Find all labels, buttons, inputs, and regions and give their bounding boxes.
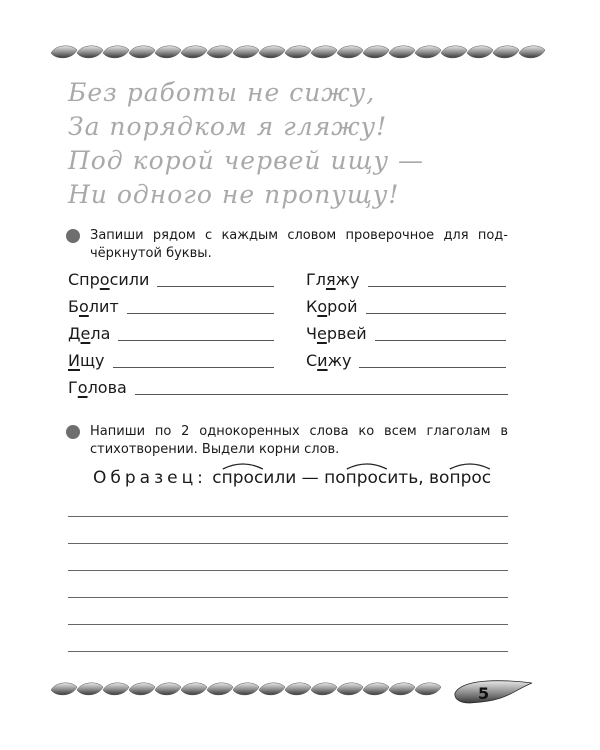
word-row: [306, 269, 506, 289]
underlined-letter: о: [99, 270, 110, 289]
word-row: [68, 296, 274, 316]
border-petal-icon: [311, 46, 337, 58]
word-row: [306, 323, 506, 343]
border-petal-icon: [207, 46, 233, 58]
poem-line: Без работы не сижу,: [68, 78, 376, 107]
border-petal-icon: [415, 683, 441, 695]
word: Ищу: [68, 351, 105, 370]
writing-line[interactable]: [68, 651, 508, 652]
task1-instruction: [68, 227, 508, 263]
writing-line[interactable]: [68, 624, 508, 625]
underlined-letter: о: [77, 378, 88, 397]
word-row: [306, 350, 506, 370]
border-petal-icon: [493, 46, 519, 58]
answer-line[interactable]: [157, 286, 274, 287]
border-petal-icon: [441, 46, 467, 58]
border-petal-icon: [181, 46, 207, 58]
border-petal-icon: [103, 46, 129, 58]
bullet-icon: [66, 229, 80, 243]
border-petal-icon: [259, 46, 285, 58]
underlined-letter: И: [68, 351, 80, 370]
task2-text: Напиши по 2 однокоренных слова ко всем глаголам в стихотворении. Выдели корни слов.: [90, 424, 508, 457]
underlined-letter: я: [325, 270, 336, 289]
border-petal-icon: [233, 683, 259, 695]
answer-line[interactable]: [118, 340, 274, 341]
sample-word: с просили: [212, 468, 296, 488]
page-number: 5: [478, 684, 490, 703]
answer-line[interactable]: [113, 367, 274, 368]
underlined-letter: е: [80, 324, 91, 343]
word: Червей: [306, 324, 367, 343]
top-border-ornament: [0, 38, 600, 68]
poem-line: Ни одного не пропущу!: [68, 180, 400, 209]
writing-line[interactable]: [68, 543, 508, 544]
root-arc-mark: прос: [222, 468, 264, 488]
bottom-border-ornament: [0, 675, 600, 705]
poem: [68, 76, 538, 212]
underlined-letter: е: [316, 324, 327, 343]
poem-line: За порядком я гляжу!: [68, 112, 388, 141]
border-petal-icon: [233, 46, 259, 58]
word-row: [306, 296, 506, 316]
sample-dash: —: [301, 468, 319, 488]
task1-text: Запиши рядом с каждым словом проверочное для подчёркнутой буквы.: [90, 228, 508, 261]
writing-line[interactable]: [68, 570, 508, 571]
border-petal-icon: [77, 46, 103, 58]
border-petal-icon: [181, 683, 207, 695]
border-petal-icon: [155, 46, 181, 58]
underlined-letter: о: [317, 297, 328, 316]
underlined-letter: о: [78, 297, 89, 316]
border-petal-icon: [467, 46, 493, 58]
word: Корой: [306, 297, 358, 316]
underlined-letter: и: [317, 351, 328, 370]
border-petal-icon: [389, 683, 415, 695]
border-petal-icon: [77, 683, 103, 695]
border-petal-icon: [285, 46, 311, 58]
answer-line[interactable]: [359, 367, 506, 368]
word-row: [68, 377, 508, 397]
word-row: [68, 269, 274, 289]
task2-instruction: [68, 423, 508, 459]
border-petal-icon: [51, 46, 77, 58]
root-arc-mark: прос: [449, 468, 491, 488]
sample-word: по просить,: [324, 468, 424, 488]
border-petal-icon: [285, 683, 311, 695]
border-petal-icon: [519, 46, 545, 58]
root-arc-mark: прос: [346, 468, 388, 488]
border-petal-icon: [155, 683, 181, 695]
bullet-icon: [66, 425, 80, 439]
border-petal-icon: [311, 683, 337, 695]
word: Спросили: [68, 270, 150, 289]
sample-word: во прос: [429, 468, 491, 488]
border-petal-icon: [129, 46, 155, 58]
answer-line[interactable]: [135, 394, 508, 395]
border-petal-icon: [337, 46, 363, 58]
border-petal-icon: [259, 683, 285, 695]
answer-line[interactable]: [127, 313, 274, 314]
border-petal-icon: [207, 683, 233, 695]
border-petal-icon: [51, 683, 77, 695]
word: Сижу: [306, 351, 352, 370]
word-row: [68, 350, 274, 370]
border-petal-icon: [103, 683, 129, 695]
word: Гляжу: [306, 270, 360, 289]
sample-label: Образец:: [93, 468, 207, 488]
answer-line[interactable]: [375, 340, 506, 341]
word-row: [68, 323, 274, 343]
border-petal-icon: [415, 46, 441, 58]
answer-line[interactable]: [366, 313, 507, 314]
page-corner-leaf-icon: [455, 681, 532, 703]
border-petal-icon: [363, 683, 389, 695]
border-petal-icon: [363, 46, 389, 58]
border-petal-icon: [129, 683, 155, 695]
word: Болит: [68, 297, 119, 316]
border-petal-icon: [389, 46, 415, 58]
border-petal-icon: [337, 683, 363, 695]
writing-line[interactable]: [68, 516, 508, 517]
answer-line[interactable]: [368, 286, 507, 287]
writing-line[interactable]: [68, 597, 508, 598]
word: Дела: [68, 324, 111, 343]
word: Голова: [68, 378, 127, 397]
poem-line: Под корой червей ищу —: [68, 146, 425, 175]
sample-line: [93, 468, 491, 488]
